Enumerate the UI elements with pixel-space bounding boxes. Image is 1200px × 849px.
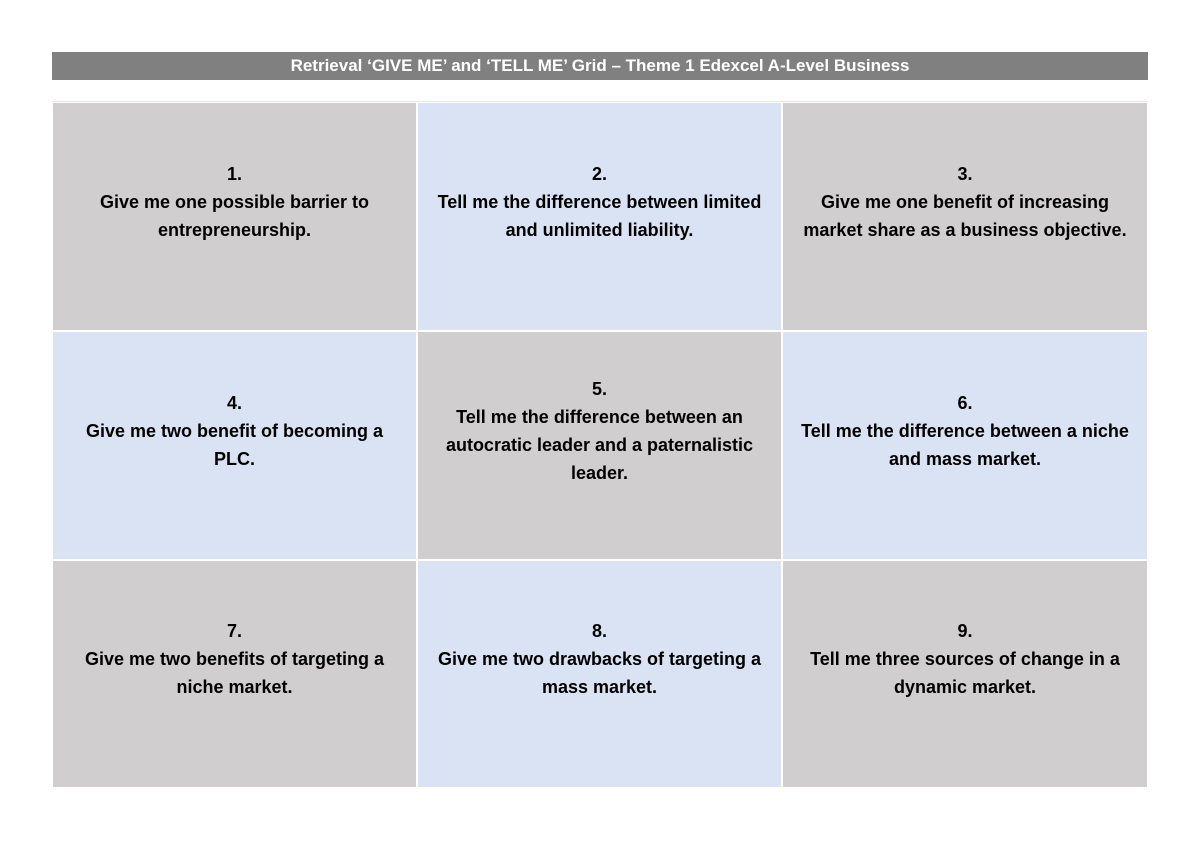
grid-cell-6 xyxy=(782,331,1148,560)
grid-cell-7 xyxy=(52,560,417,788)
cell-prompt: Give me one benefit of increasing market share as a business objective. xyxy=(803,191,1127,240)
grid-cell-1 xyxy=(52,102,417,331)
cell-number: 4. xyxy=(226,392,242,413)
page-title: Retrieval ‘GIVE ME’ and ‘TELL ME’ Grid – Theme 1 Edexcel A-Level Business xyxy=(52,52,1148,80)
grid-cell-5 xyxy=(417,331,782,560)
grid-cell-4 xyxy=(52,331,417,560)
grid-cell-3 xyxy=(782,102,1148,331)
grid-cell-9 xyxy=(782,560,1148,788)
cell-number: 7. xyxy=(226,621,242,641)
cell-number: 8. xyxy=(591,621,607,641)
cell-prompt: Tell me the difference between limited and unlimited liability. xyxy=(437,191,762,240)
cell-prompt: Give me two benefit of becoming a PLC. xyxy=(85,420,384,469)
cell-prompt: Tell me three sources of change in a dynamic market. xyxy=(810,649,1120,697)
cell-prompt: Give me two benefits of targeting a niche market. xyxy=(84,649,385,697)
cell-prompt: Give me two drawbacks of targeting a mass market. xyxy=(437,649,762,697)
cell-number: 1. xyxy=(226,163,242,184)
grid-cell-8 xyxy=(417,560,782,788)
cell-number: 6. xyxy=(957,392,973,413)
cell-prompt: Tell me the difference between an autocratic leader and a paternalistic leader. xyxy=(445,406,754,483)
cell-number: 5. xyxy=(591,378,607,399)
cell-prompt: Give me one possible barrier to entrepreneurship. xyxy=(99,191,370,240)
grid-cell-2 xyxy=(417,102,782,331)
cell-number: 3. xyxy=(957,163,973,184)
cell-prompt: Tell me the difference between a niche and mass market. xyxy=(801,420,1129,469)
cell-number: 9. xyxy=(957,621,973,641)
retrieval-grid xyxy=(52,101,1148,787)
cell-number: 2. xyxy=(591,163,607,184)
